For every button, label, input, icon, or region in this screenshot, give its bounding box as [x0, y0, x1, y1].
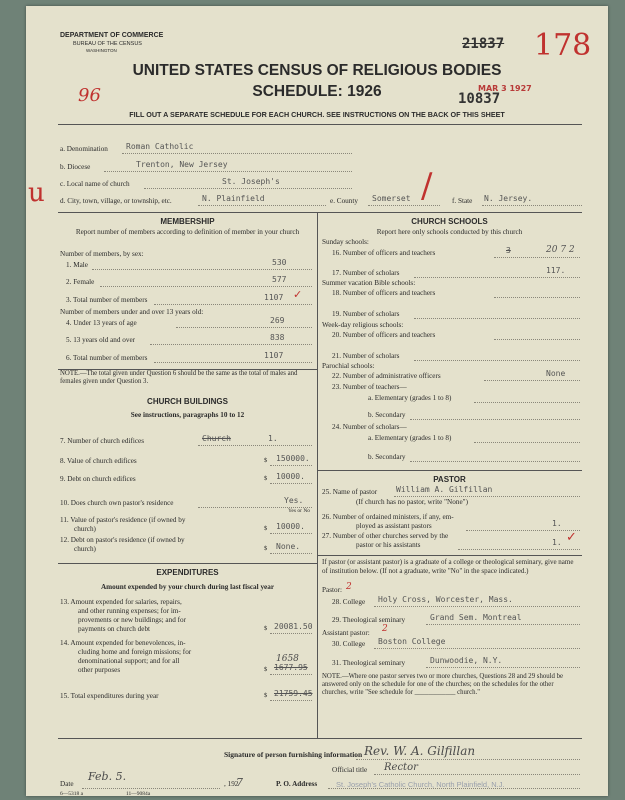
total-members-2-label: 6. Total number of members [66, 354, 148, 362]
expense-14-corrected: 1658 [276, 654, 299, 664]
po-address-label: P. O. Address [276, 780, 318, 788]
school-22-value: None [546, 369, 566, 378]
school-23a-label: a. Elementary (grades 1 to 8) [368, 394, 452, 402]
school-17-label: 17. Number of scholars [332, 269, 400, 277]
pastor-residence-value: Yes. [284, 496, 304, 505]
seminary-31-value: Dunwoodie, N.Y. [430, 656, 503, 665]
school-24a-label: a. Elementary (grades 1 to 8) [368, 434, 452, 442]
signature-value: Rev. W. A. Gilfillan [364, 744, 476, 758]
city-value: N. Plainfield [202, 194, 265, 203]
expense-15-amount: 21759.45 [274, 689, 313, 698]
school-20-label: 20. Number of officers and teachers [332, 331, 436, 339]
date-label: Date [60, 780, 74, 788]
schools-heading: CHURCH SCHOOLS [411, 217, 488, 226]
school-21-label: 21. Number of scholars [332, 352, 400, 360]
school-16-value: 20 7 2 [546, 245, 575, 255]
college-28-label: 28. College [332, 598, 366, 606]
female-value: 577 [272, 275, 287, 284]
pastor-name-hint: (If church has no pastor, write "None") [356, 498, 468, 506]
age-group-label: Number of members under and over 13 years old: [60, 308, 204, 316]
school-23b-label: b. Secondary [368, 411, 406, 419]
male-value: 530 [272, 258, 287, 267]
red-handwritten-number: 178 [534, 28, 592, 63]
residence-debt-label-2: church) [74, 545, 96, 553]
college-30-label: 30. College [332, 640, 366, 648]
buildings-instructions: See instructions, paragraphs 10 to 12 [130, 411, 245, 419]
seminary-29-value: Grand Sem. Montreal [430, 613, 522, 622]
edifices-value: 1. [268, 434, 278, 443]
school-17-value: 117. [546, 266, 566, 275]
red-margin-number: 96 [78, 85, 101, 106]
expense-13-line3: provements or new buildings; and for [78, 616, 186, 624]
expense-14-line2: cluding home and foreign missions; for [78, 648, 192, 656]
yes-or-no-hint: Yes or No [288, 508, 311, 514]
expense-14-amount: 1677.95 [274, 663, 308, 672]
year-label: , 192 [224, 780, 239, 788]
school-19-label: 19. Number of scholars [332, 310, 400, 318]
membership-intro: Report number of members according to definition of member in your church [75, 228, 300, 236]
expense-15-label: 15. Total expenditures during year [60, 692, 159, 700]
edifice-debt-label: 9. Debt on church edifices [60, 475, 136, 483]
residence-debt-label: 12. Debt on pastor's residence (if owned by [60, 536, 185, 544]
received-date-stamp: MAR 3 1927 [478, 84, 532, 93]
membership-note: NOTE.—The total given under Question 6 should be the same as the total of males and females given under Question 3. [60, 370, 298, 385]
ordained-ministers-label-2: ployed as assistant pastors [356, 522, 432, 530]
diocese-label: b. Diocese [60, 163, 91, 171]
ordained-ministers-label: 26. Number of ordained ministers, if any, em- [322, 513, 454, 521]
under-13-label: 4. Under 13 years of age [66, 319, 137, 327]
church-name-value: St. Joseph's [222, 177, 280, 186]
over-13-label: 5. 13 years old and over [66, 336, 136, 344]
seminary-31-label: 31. Theological seminary [332, 659, 406, 667]
state-label: f. State [452, 197, 473, 205]
vacation-schools-label: Summer vacation Bible schools: [322, 279, 416, 287]
po-address-stamp: St. Joseph's Catholic Church, North Plainfield, N.J. [336, 780, 505, 789]
schools-intro: Report here only schools conducted by this church [376, 228, 523, 236]
dollar-sign-9: $ [264, 475, 268, 482]
male-label: 1. Male [66, 261, 88, 269]
county-label: e. County [330, 197, 358, 205]
school-18-label: 18. Number of officers and teachers [332, 289, 436, 297]
total-members-value: 1107 [264, 293, 284, 302]
official-title-value: Rector [384, 762, 418, 773]
residence-value-label-2: church) [74, 525, 96, 533]
dollar-sign-11: $ [264, 525, 268, 532]
city-label: d. City, town, village, or township, etc. [60, 197, 172, 205]
form-number: 6—5318 a [60, 791, 84, 796]
expense-13-line2: and other running expenses; for im- [78, 607, 181, 615]
census-form [26, 6, 608, 796]
residence-value-label: 11. Value of pastor's residence (if owned by [60, 516, 186, 524]
year-value: 7 [236, 776, 243, 789]
over-13-value: 838 [270, 333, 285, 342]
official-title-label: Official title [332, 766, 368, 774]
college-30-value: Boston College [378, 637, 446, 646]
date-value: Feb. 5. [88, 770, 127, 783]
total-check-mark: ✓ [293, 288, 303, 301]
school-16-label: 16. Number of officers and teachers [332, 249, 436, 257]
denomination-label: a. Denomination [60, 145, 108, 153]
expense-14-line3: denominational support; and for all [78, 657, 180, 665]
red-checkmark-center: / [421, 166, 433, 206]
graduate-instructions: If pastor (or assistant pastor) is a graduate of a college or theological seminary, give name of institution below. (If not a graduate, write "No" in the space indicated.) [322, 558, 574, 575]
parochial-schools-label: Parochial schools: [322, 362, 375, 370]
edifices-label: 7. Number of church edifices [60, 437, 145, 445]
female-label: 2. Female [66, 278, 95, 286]
total-members-2-value: 1107 [264, 351, 284, 360]
expense-13-amount: 20081.50 [274, 622, 313, 631]
school-22-label: 22. Number of administrative officers [332, 372, 441, 380]
pastor-residence-label: 10. Does church own pastor's residence [60, 499, 174, 507]
weekday-schools-label: Week-day religious schools: [322, 321, 404, 329]
instructions-line: FILL OUT A SEPARATE SCHEDULE FOR EACH CHURCH. SEE INSTRUCTIONS ON THE BACK OF THIS SHEET [129, 110, 505, 119]
bureau-city: WASHINGTON [86, 48, 117, 53]
pastor-name-value: William A. Gilfillan [396, 485, 493, 494]
stamp-number-top: 21837 [462, 36, 505, 52]
college-28-value: Holy Cross, Worcester, Mass. [378, 595, 513, 604]
other-churches-check: ✓ [566, 530, 577, 545]
other-churches-value: 1. [552, 538, 562, 547]
membership-sex-label: Number of members, by sex: [60, 250, 144, 258]
signature-label: Signature of person furnishing information [224, 750, 363, 759]
assistant-pastor-label: Assistant pastor: [322, 629, 370, 637]
church-name-label: c. Local name of church [60, 180, 130, 188]
diocese-value: Trenton, New Jersey [136, 160, 228, 169]
membership-heading: MEMBERSHIP [160, 217, 215, 226]
form-title: UNITED STATES CENSUS OF RELIGIOUS BODIES [132, 62, 502, 79]
buildings-heading: CHURCH BUILDINGS [147, 397, 228, 406]
total-members-label: 3. Total number of members [66, 296, 148, 304]
department-name: DEPARTMENT OF COMMERCE [60, 32, 164, 39]
pastor-sublabel: Pastor: [322, 586, 342, 594]
school-24b-label: b. Secondary [368, 453, 406, 461]
dollar-sign-12: $ [264, 545, 268, 552]
edifice-debt-amount: 10000. [276, 472, 305, 481]
stamp-number-bottom: 10837 [458, 91, 501, 107]
pastor-heading: PASTOR [433, 475, 466, 484]
school-16-struck: 3 [506, 246, 511, 255]
pastor-note: NOTE.—Where one pastor serves two or more churches, Questions 28 and 29 should be answered only on the schedule for one of the churches; on the schedules for the other churches, write "See schedule for ____________ church." [322, 673, 564, 696]
dollar-sign-15: $ [264, 692, 268, 699]
county-value: Somerset [372, 194, 411, 203]
bureau-name: BUREAU OF THE CENSUS [73, 41, 142, 47]
school-23-label: 23. Number of teachers— [332, 383, 407, 391]
print-code: 11—9084a [126, 791, 151, 796]
ordained-ministers-value: 1. [552, 519, 562, 528]
dollar-sign-13: $ [264, 625, 268, 632]
form-subtitle: SCHEDULE: 1926 [252, 83, 382, 100]
denomination-value: Roman Catholic [126, 142, 194, 151]
state-value: N. Jersey. [484, 194, 533, 203]
school-24-label: 24. Number of scholars— [332, 423, 407, 431]
expenditures-subheading: Amount expended by your church during last fiscal year [100, 583, 275, 591]
expense-13-line4: payments on church debt [78, 625, 151, 633]
residence-value-amount: 10000. [276, 522, 305, 531]
expense-14-line1: 14. Amount expended for benevolences, in- [60, 639, 186, 647]
red-checkmark-left: u [28, 178, 45, 208]
assistant-red-mark: 2 [382, 624, 388, 634]
edifice-value-amount: 150000. [276, 454, 310, 463]
edifice-value-label: 8. Value of church edifices [60, 457, 137, 465]
dollar-sign-8: $ [264, 457, 268, 464]
dollar-sign-14: $ [264, 666, 268, 673]
expenditures-heading: EXPENDITURES [156, 568, 219, 577]
expense-13-line1: 13. Amount expended for salaries, repairs, [60, 598, 182, 606]
other-churches-label: 27. Number of other churches served by the [322, 532, 449, 540]
under-13-value: 269 [270, 316, 285, 325]
pastor-red-mark: 2 [346, 582, 352, 592]
other-churches-label-2: pastor or his assistants [356, 541, 421, 549]
seminary-29-label: 29. Theological seminary [332, 616, 406, 624]
sunday-schools-label: Sunday schools: [322, 238, 369, 246]
edifices-struck-value: Church [202, 434, 231, 443]
residence-debt-amount: None. [276, 542, 301, 551]
pastor-name-label: 25. Name of pastor [322, 488, 378, 496]
expense-14-line4: other purposes [78, 666, 121, 674]
